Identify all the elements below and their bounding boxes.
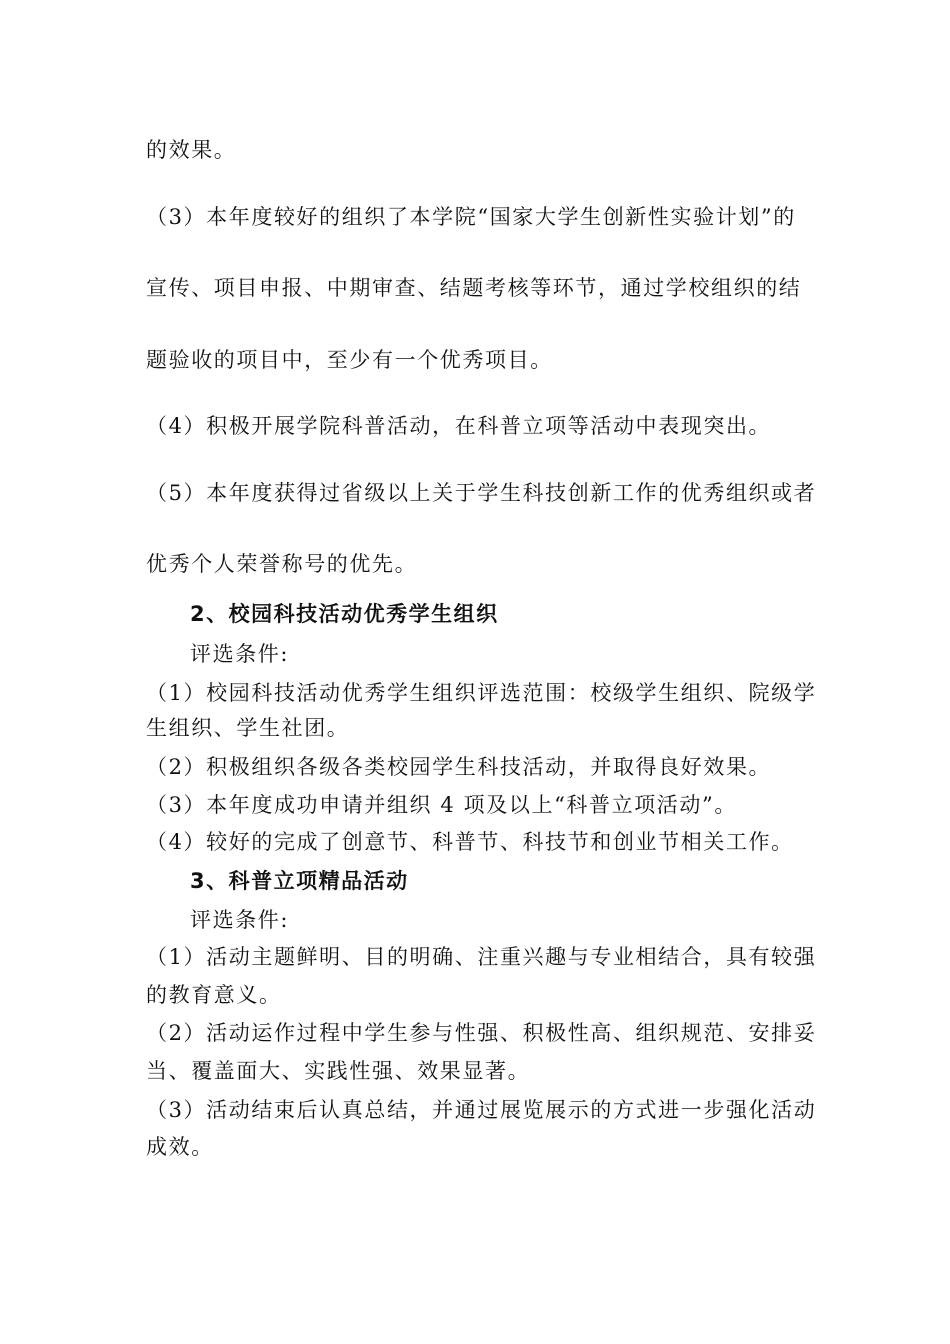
criteria-label: 评选条件: xyxy=(190,908,290,932)
paragraph-line: 的效果。 xyxy=(146,138,237,162)
paragraph-line: 题验收的项目中，至少有一个优秀项目。 xyxy=(146,348,553,372)
paragraph-line: （4）积极开展学院科普活动，在科普立项等活动中表现突出。 xyxy=(146,414,772,438)
paragraph-line: 当、覆盖面大、实践性强、效果显著。 xyxy=(146,1059,531,1083)
paragraph-line: （1）活动主题鲜明、目的明确、注重兴趣与专业相结合，具有较强 xyxy=(146,945,817,969)
paragraph-line: （2）活动运作过程中学生参与性强、积极性高、组织规范、安排妥 xyxy=(146,1021,817,1045)
paragraph-line: 成效。 xyxy=(146,1135,214,1159)
paragraph-line: （2）积极组织各级各类校园学生科技活动，并取得良好效果。 xyxy=(146,755,772,779)
paragraph-line: 宣传、项目申报、中期审查、结题考核等环节，通过学校组织的结 xyxy=(146,276,802,300)
paragraph-line: 的教育意义。 xyxy=(146,983,282,1007)
paragraph-line: （1）校园科技活动优秀学生组织评选范围：校级学生组织、院级学 xyxy=(146,681,817,705)
section-heading: 2、校园科技活动优秀学生组织 xyxy=(190,602,499,626)
paragraph-line: （3）本年度成功申请并组织 4 项及以上“科普立项活动”。 xyxy=(146,793,737,817)
section-heading: 3、科普立项精品活动 xyxy=(190,869,409,893)
criteria-label: 评选条件: xyxy=(190,642,290,666)
paragraph-line: （3）本年度较好的组织了本学院“国家大学生创新性实验计划”的 xyxy=(146,205,796,229)
paragraph-line: 生组织、学生社团。 xyxy=(146,716,350,740)
paragraph-line: 优秀个人荣誉称号的优先。 xyxy=(146,552,418,576)
paragraph-line: （3）活动结束后认真总结，并通过展览展示的方式进一步强化活动 xyxy=(146,1098,817,1122)
paragraph-line: （5）本年度获得过省级以上关于学生科技创新工作的优秀组织或者 xyxy=(146,481,817,505)
paragraph-line: （4）较好的完成了创意节、科普节、科技节和创业节相关工作。 xyxy=(146,830,794,854)
